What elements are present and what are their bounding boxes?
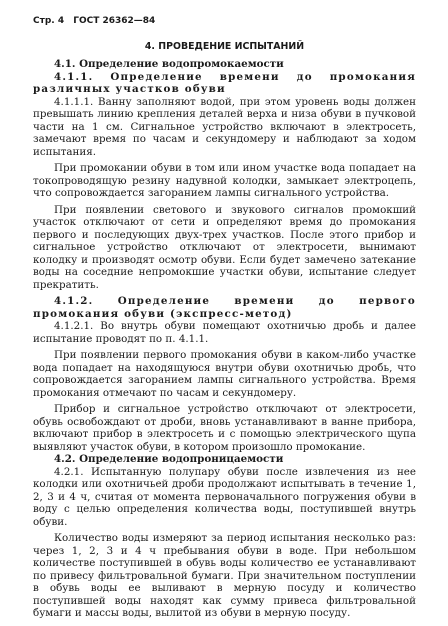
page-header [33, 14, 416, 28]
paragraph: Прибор и сигнальное устройство отключают от электросети, обувь освобождают от дроби, вновь устанавливают в ванне прибора, включают прибор в электросеть и с помощью электрического щупа выявляют участок обуви, в котором произошло промокание. [33, 403, 416, 453]
standard-code: ГОСТ 26362—84 [73, 16, 156, 26]
paragraph: 4.2.1. Испытанную полупару обуви после извлечения из нее колодки или охотничьей дроби продолжают испытывать в течение 1, 2, 3 и 4 ч, считая от момента первоначального погружения обуви в воду с целью определения количества воды, поступившей внутрь обуви. [33, 465, 416, 528]
subsection-heading: 4.1.2. Определение времени до первого промокания обуви (экспресс-метод) [33, 295, 416, 320]
paragraph: 4.1.2.1. Во внутрь обуви помещают охотничью дробь и далее испытание проводят по п. 4.1.1. [33, 320, 416, 345]
subsection-heading: 4.1. Определение водопромокаемости [54, 58, 284, 70]
paragraph: При промокании обуви в том или ином участке вода попадает на токопроводящую резину надувной колодки, замыкает электроцепь, что сопровождается загоранием лампы сигнального устройства. [33, 162, 416, 199]
paragraph: При появлении первого промокания обуви в каком-либо участке вода попадает на находящуюся внутри обуви охотничью дробь, что сопровождается загоранием лампы сигнального устройства. Время промокания отмечают по часам и секундомеру. [33, 349, 416, 399]
subsection-heading: 4.2. Определение водопроницаемости [54, 453, 284, 465]
paragraph: 4.1.1.1. Ванну заполняют водой, при этом уровень воды должен превышать линию крепления деталей верха и низа обуви в пучковой части на 1 см. Сигнальное устройство включают в электросеть, замечают время по часам и секундомеру и наблюдают за ходом испытания. [33, 95, 416, 158]
subsection-heading: 4.1.1. Определение времени до промокания различных участков обуви [33, 70, 416, 95]
section-title: 4. ПРОВЕДЕНИЕ ИСПЫТАНИЙ [144, 41, 305, 52]
paragraph: При появлении светового и звукового сигналов промокший участок отключают от сети и определяют время до промокания первого и последующих двух-трех участков. После этого прибор и сигнальное устройство отключают от электросети, вынимают колодку и производят осмотр обуви. Если будет замечено затекание воды на соседние непромокшие участки обуви, испытание следует прекратить. [33, 203, 416, 291]
paragraph: Количество воды измеряют за период испытания несколько раз: через 1, 2, 3 и 4 ч пребывания обуви в воде. При небольшом количестве поступившей в обувь воды количество ее устанавливают по привесу фильтровальной бумаги. При значительном поступлении в обувь воды ее выливают в мерную посуду и количество поступившей воды находят как сумму привеса фильтровальной бумаги и массы воды, вылитой из обуви в мерную посуду. [33, 532, 416, 619]
page-number: Стр. 4 [33, 16, 65, 26]
